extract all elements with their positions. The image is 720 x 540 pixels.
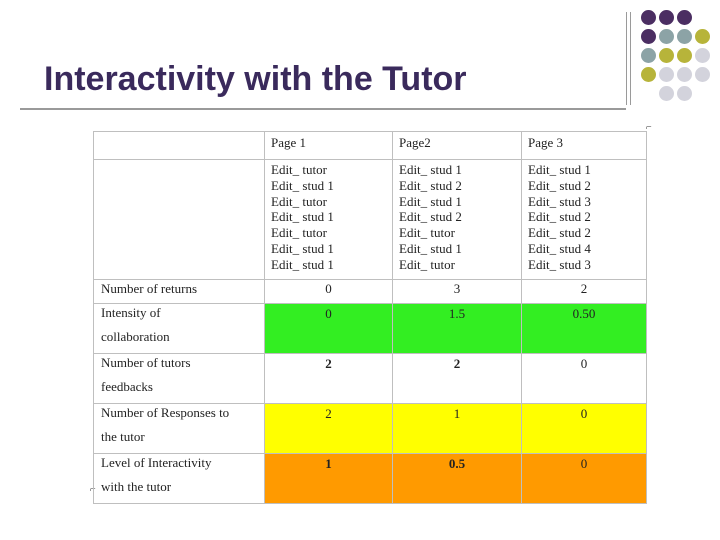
row-label-line: Level of Interactivity xyxy=(101,455,212,470)
edit-entry: Edit_ stud 1 xyxy=(399,240,462,256)
edit-entry: Edit_ stud 2 xyxy=(399,209,462,225)
value-cell: 0 xyxy=(522,454,647,504)
decor-dot xyxy=(677,48,692,63)
edit-entry: Edit_ stud 2 xyxy=(528,225,591,241)
interactivity-level-row xyxy=(94,454,647,504)
value-cell: 0.5 xyxy=(393,454,522,504)
value-cell: 1 xyxy=(393,404,522,454)
value-cell: 2 xyxy=(522,280,647,304)
value-cell: 1 xyxy=(265,454,393,504)
edit-entry: Edit_ stud 1 xyxy=(271,240,334,256)
tutor-feedbacks-row xyxy=(94,354,647,404)
decor-dot xyxy=(641,10,656,25)
value-cell: 2 xyxy=(393,354,522,404)
edits-page-1 xyxy=(265,160,393,280)
row-label-line: Number of Responses to xyxy=(101,405,230,420)
edits-page-3 xyxy=(522,160,647,280)
decor-horizontal-line xyxy=(20,108,626,110)
value-cell: 1.5 xyxy=(393,304,522,354)
edit-entry: Edit_ stud 1 xyxy=(271,177,334,193)
edit-entry: Edit_ stud 2 xyxy=(528,209,591,225)
decor-dot xyxy=(695,67,710,82)
decor-vertical-line xyxy=(626,12,627,105)
row-label-line: the tutor xyxy=(101,429,145,444)
decor-dot xyxy=(659,10,674,25)
header-empty-cell xyxy=(94,132,265,160)
decor-dot xyxy=(677,29,692,44)
header-page-2: Page2 xyxy=(393,132,522,160)
value-cell: 2 xyxy=(265,404,393,454)
row-label-line: Number of returns xyxy=(101,281,198,296)
edit-entry: Edit_ stud 1 xyxy=(399,193,462,209)
table-corner-mark: ⌐ xyxy=(90,484,96,495)
row-label-line: Number of tutors xyxy=(101,355,191,370)
edit-entry: Edit_ stud 2 xyxy=(399,177,462,193)
row-label-line: feedbacks xyxy=(101,379,153,394)
edits-empty-cell xyxy=(94,160,265,280)
edit-entry: Edit_ tutor xyxy=(399,256,455,272)
decor-dot xyxy=(695,29,710,44)
edit-entry: Edit_ stud 1 xyxy=(399,162,462,177)
edit-entry: Edit_ stud 3 xyxy=(528,193,591,209)
returns-row xyxy=(94,280,647,304)
value-cell: 0 xyxy=(265,304,393,354)
decor-dot xyxy=(641,48,656,63)
row-label xyxy=(94,304,265,354)
value-cell: 0 xyxy=(522,354,647,404)
row-label xyxy=(94,454,265,504)
row-label xyxy=(94,280,265,304)
decor-dot xyxy=(641,67,656,82)
row-label xyxy=(94,354,265,404)
edits-page-2 xyxy=(393,160,522,280)
edits-row xyxy=(94,160,647,280)
decor-dot xyxy=(659,67,674,82)
decor-dot xyxy=(677,10,692,25)
table-corner-mark: ⌐ xyxy=(646,122,652,133)
table-header-row xyxy=(94,132,647,160)
collaboration-row xyxy=(94,304,647,354)
decor-dot xyxy=(641,29,656,44)
row-label-line: Intensity of xyxy=(101,305,161,320)
decor-vertical-line xyxy=(630,12,631,105)
decor-dot xyxy=(695,48,710,63)
slide-title: Interactivity with the Tutor xyxy=(44,60,467,98)
edit-entry: Edit_ tutor xyxy=(271,225,327,241)
edit-entry: Edit_ stud 2 xyxy=(528,177,591,193)
edit-entry: Edit_ stud 3 xyxy=(528,256,591,272)
row-label-line: collaboration xyxy=(101,329,170,344)
value-cell: 0 xyxy=(522,404,647,454)
row-label-line: with the tutor xyxy=(101,479,172,494)
decor-dot xyxy=(659,48,674,63)
decor-dot xyxy=(659,29,674,44)
interactivity-table xyxy=(93,131,647,504)
edit-entry: Edit_ stud 4 xyxy=(528,240,591,256)
decor-dot xyxy=(659,86,674,101)
edit-entry: Edit_ stud 1 xyxy=(271,256,334,272)
header-page-3: Page 3 xyxy=(522,132,647,160)
edit-entry: Edit_ stud 1 xyxy=(528,162,591,177)
responses-row xyxy=(94,404,647,454)
edit-entry: Edit_ tutor xyxy=(399,225,455,241)
edit-entry: Edit_ tutor xyxy=(271,162,327,177)
value-cell: 0 xyxy=(265,280,393,304)
header-page-1: Page 1 xyxy=(265,132,393,160)
value-cell: 3 xyxy=(393,280,522,304)
value-cell: 2 xyxy=(265,354,393,404)
edit-entry: Edit_ stud 1 xyxy=(271,209,334,225)
decor-dot xyxy=(677,86,692,101)
value-cell: 0.50 xyxy=(522,304,647,354)
edit-entry: Edit_ tutor xyxy=(271,193,327,209)
row-label xyxy=(94,404,265,454)
decor-dot xyxy=(677,67,692,82)
